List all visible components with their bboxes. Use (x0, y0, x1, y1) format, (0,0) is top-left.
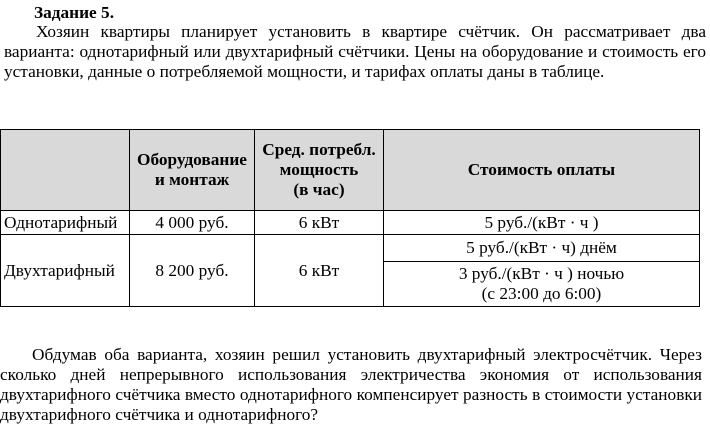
row-single-name: Однотарифный (1, 211, 130, 235)
task-title: Задание 5. (34, 3, 115, 22)
header-power-line3: (в час) (293, 180, 345, 199)
header-power (255, 130, 384, 211)
table-header-row (1, 130, 700, 211)
row-dual-equipment: 8 200 руб. (130, 235, 255, 307)
row-dual-power: 6 кВт (255, 235, 384, 307)
header-cost: Стоимость оплаты (384, 130, 700, 211)
row-single-tariff: 5 руб./(кВт · ч ) (384, 211, 700, 235)
row-single-equipment: 4 000 руб. (130, 211, 255, 235)
row-single-power: 6 кВт (255, 211, 384, 235)
header-power-line1: Сред. потребл. (262, 140, 376, 159)
price-table (0, 129, 700, 307)
task-document (4, 3, 706, 82)
table-row (1, 235, 700, 262)
header-equipment-line2: и монтаж (154, 170, 230, 189)
header-equipment-line1: Оборудование (137, 150, 247, 169)
header-power-line2: мощность (279, 160, 359, 179)
question-text: Обдумав оба варианта, хозяин решил установить двухтарифный электросчётчик. Через сколько дней непрерывного использования электричества экономия от использования двухтарифного счётчика вместо однотарифного компенсирует разность в стоимости установки двухтарифного счётчика и однотарифного? (0, 345, 702, 424)
tariff-night-line2: (с 23:00 до 6:00) (481, 284, 602, 303)
header-blank-cell (1, 130, 130, 211)
task-intro: Хозяин квартиры планирует установить в квартире счётчик. Он рассматривает два варианта: однотарифный или двухтарифный счётчики. Цены на оборудование и стоимость его установки, данные о потребляемой мощности, и тарифах оплаты даны в таблице. (4, 22, 706, 81)
row-dual-tariff-night (384, 262, 700, 307)
table-row (1, 211, 700, 235)
tariff-night-line1: 3 руб./(кВт · ч ) ночью (458, 264, 625, 283)
row-dual-name: Двухтарифный (1, 235, 130, 307)
row-dual-tariff-day: 5 руб./(кВт · ч) днём (384, 235, 700, 262)
header-equipment (130, 130, 255, 211)
task-question (0, 345, 702, 425)
